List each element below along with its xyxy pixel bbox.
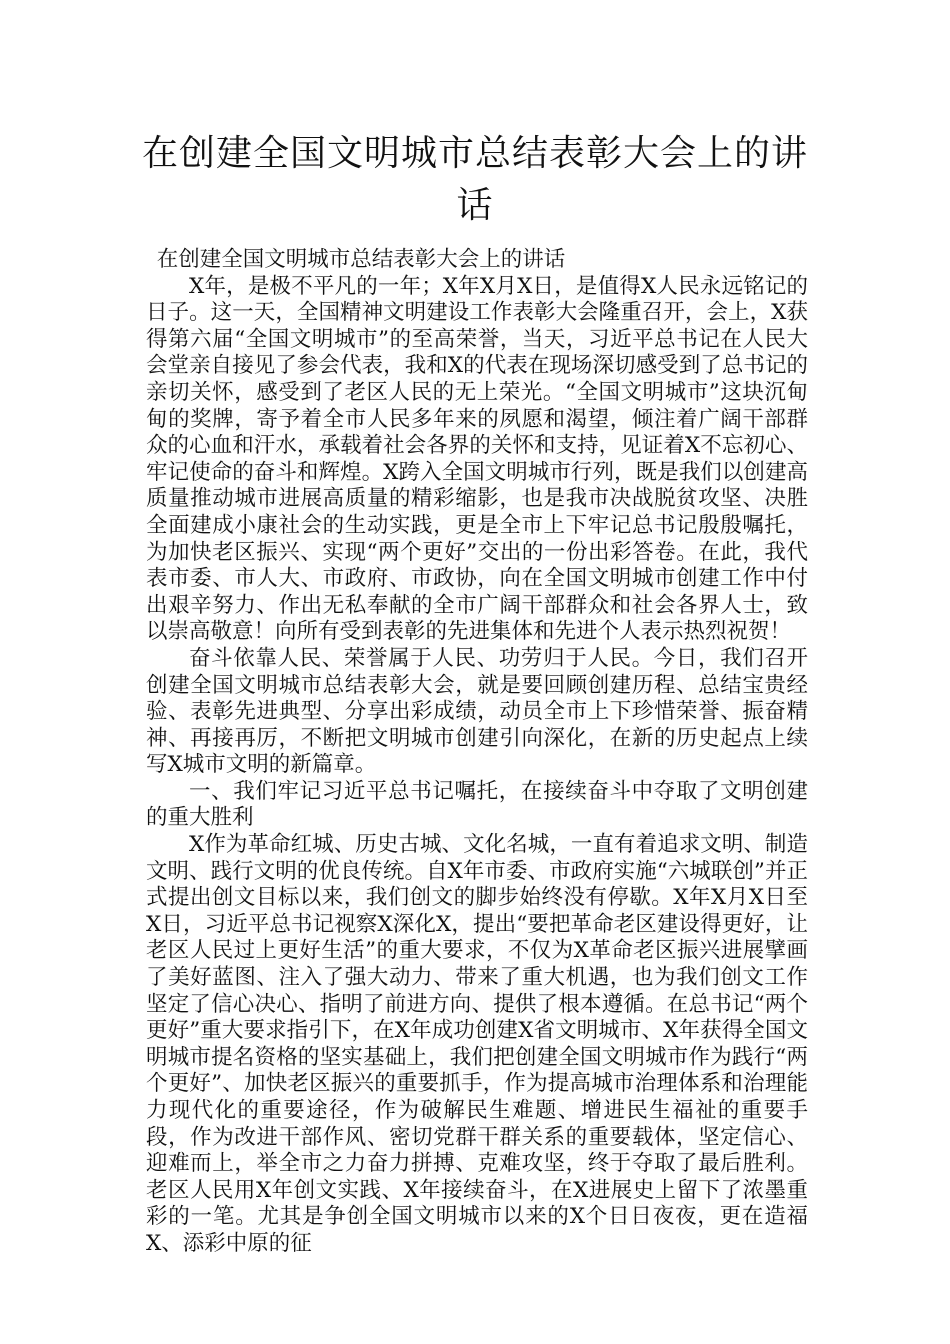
document-title: 在创建全国文明城市总结表彰大会上的讲话	[141, 133, 808, 226]
section-heading: 一、我们牢记习近平总书记嘱托，在接续奋斗中夺取了文明创建的重大胜利	[146, 778, 808, 831]
paragraph: 奋斗依靠人民、荣誉属于人民、功劳归于人民。今日，我们召开创建全国文明城市总结表彰大会，就是要回顾创建历程、总结宝贵经验、表彰先进典型、分享出彩成绩，动员全市上下珍惜荣誉、振奋精神、再接再厉，不断把文明城市创建引向深化，在新的历史起点上续写X城市文明的新篇章。	[146, 645, 808, 778]
paragraph: X作为革命红城、历史古城、文化名城，一直有着追求文明、制造文明、践行文明的优良传统。自X年市委、市政府实施“六城联创”并正式提出创文目标以来，我们创文的脚步始终没有停歇。X年X月X日至X日，习近平总书记视察X深化X，提出“要把革命老区建设得更好，让老区人民过上更好生活”的重大要求，不仅为X革命老区振兴进展擘画了美好蓝图、注入了强大动力、带来了重大机遇，也为我们创文工作坚定了信心决心、指明了前进方向、提供了根本遵循。在总书记“两个更好”重大要求指引下，在X年成功创建X省文明城市、X年获得全国文明城市提名资格的坚实基础上，我们把创建全国文明城市作为践行“两个更好”、加快老区振兴的重要抓手，作为提高城市治理体系和治理能力现代化的重要途径，作为破解民生难题、增进民生福祉的重要手段，作为改进干部作风、密切党群干群关系的重要载体，坚定信心、迎难而上，举全市之力奋力拼搏、克难攻坚，终于夺取了最后胜利。老区人民用X年创文实践、X年接续奋斗，在X进展史上留下了浓墨重彩的一笔。尤其是争创全国文明城市以来的X个日日夜夜，更在造福X、添彩中原的征	[146, 832, 808, 1256]
document-body	[146, 247, 808, 1258]
document-subtitle: 在创建全国文明城市总结表彰大会上的讲话	[156, 247, 566, 272]
paragraph: X年，是极不平凡的一年；X年X月X日，是值得X人民永远铭记的日子。这一天，全国精神文明建设工作表彰大会隆重召开，会上，X获得第六届“全国文明城市”的至高荣誉，当天，习近平总书记在人民大会堂亲自接见了参会代表，我和X的代表在现场深切感受到了总书记的亲切关怀，感受到了老区人民的无上荣光。“全国文明城市”这块沉甸甸的奖牌，寄予着全市人民多年来的夙愿和渴望，倾注着广阔干部群众的心血和汗水，承载着社会各界的关怀和支持，见证着X不忘初心、牢记使命的奋斗和辉煌。X跨入全国文明城市行列，既是我们以创建高质量推动城市进展高质量的精彩缩影，也是我市决战脱贫攻坚、决胜全面建成小康社会的生动实践，更是全市上下牢记总书记殷殷嘱托，为加快老区振兴、实现“两个更好”交出的一份出彩答卷。在此，我代表市委、市人大、市政府、市政协，向在全国文明城市创建工作中付出艰辛努力、作出无私奉献的全市广阔干部群众和社会各界人士，致以崇高敬意！向所有受到表彰的先进集体和先进个人表示热烈祝贺！	[146, 273, 808, 645]
